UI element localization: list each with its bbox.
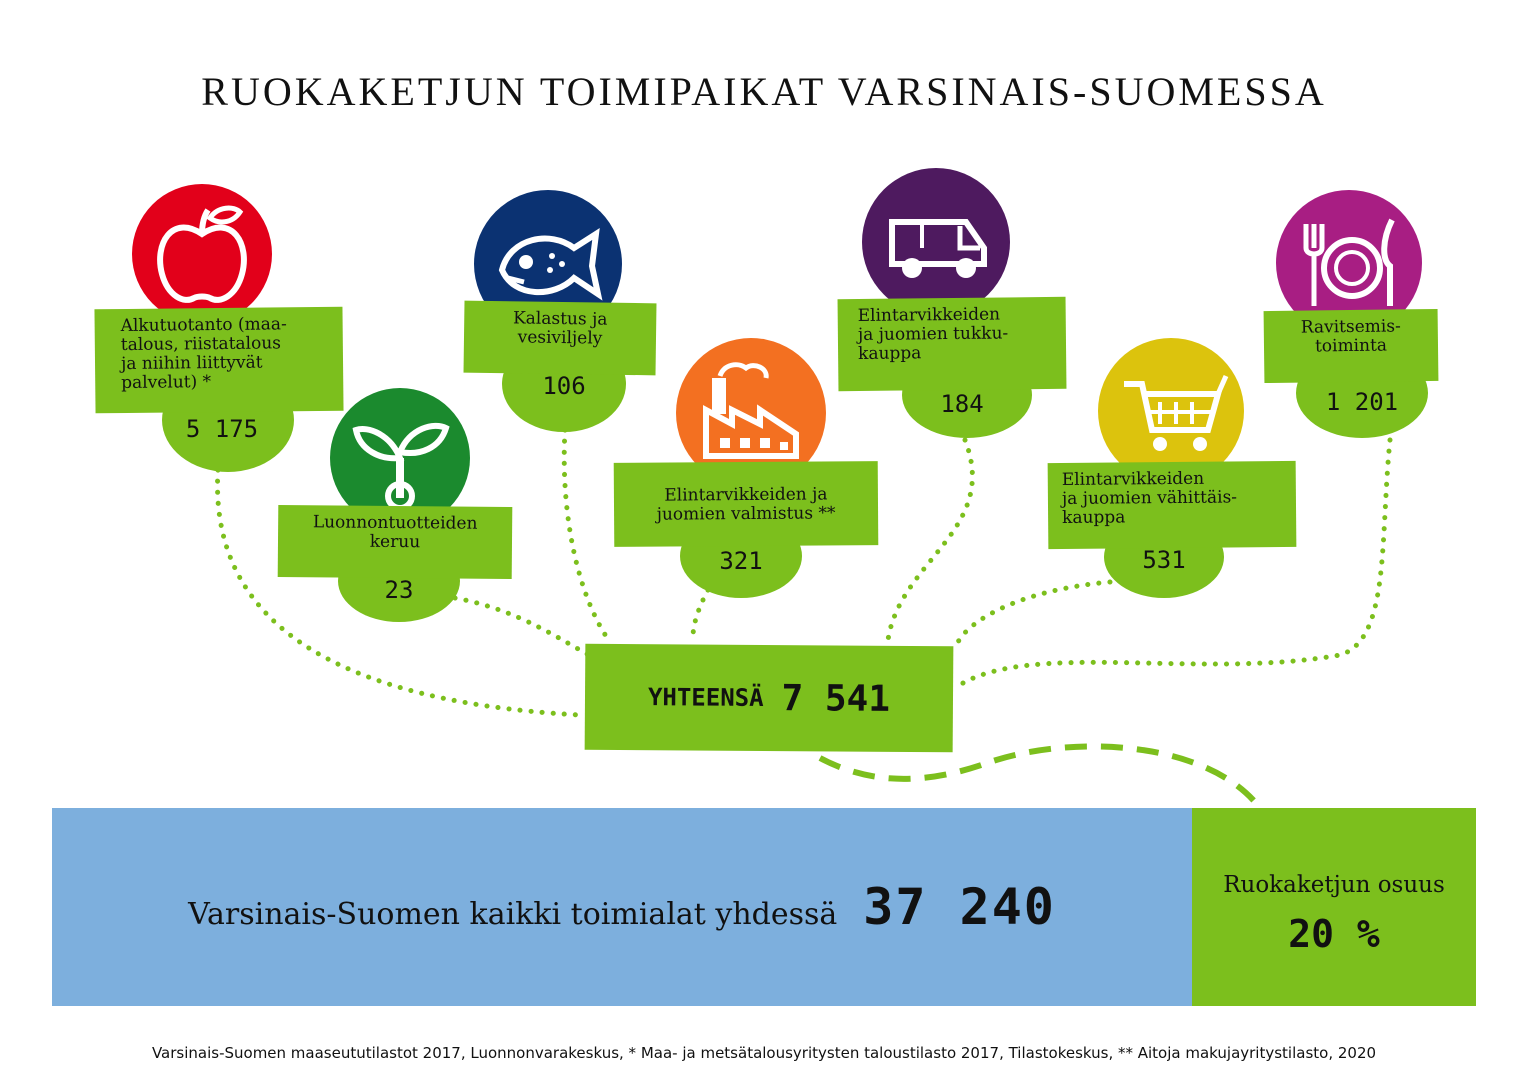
total-value: 7 541 bbox=[781, 677, 891, 720]
connector-valmistus bbox=[693, 590, 708, 635]
share-label: Ruokaketjun osuus bbox=[1223, 872, 1445, 898]
category-value-ravitsemis: 1 201 bbox=[1325, 388, 1399, 416]
category-value-tukku: 184 bbox=[940, 390, 984, 418]
category-label-keruu: Luonnontuotteiden keruu bbox=[278, 505, 513, 579]
connector-keruu bbox=[455, 598, 598, 660]
category-circle-tukku bbox=[862, 168, 1010, 316]
category-value-alkutuotanto: 5 175 bbox=[185, 415, 259, 443]
category-label-tukku: Elintarvikkeiden ja juomien tukku- kauppa bbox=[838, 297, 1067, 391]
share-bar bbox=[1192, 808, 1476, 1006]
all-industries-bar bbox=[52, 808, 1192, 1006]
page-title: RUOKAKETJUN TOIMIPAIKAT VARSINAIS-SUOMESSA bbox=[201, 69, 1327, 114]
category-value-keruu: 23 bbox=[384, 576, 414, 604]
category-circle-alkutuotanto bbox=[132, 184, 272, 324]
category-label-valmistus: Elintarvikkeiden ja juomien valmistus ** bbox=[614, 461, 879, 547]
category-label-alkutuotanto: Alkutuotanto (maa- talous, riistatalous ja niihin liittyvät palvelut) * bbox=[94, 307, 343, 414]
connector-kalastus bbox=[564, 430, 610, 642]
apple-icon bbox=[132, 184, 272, 324]
category-label-ravitsemis: Ravitsemis- toiminta bbox=[1264, 309, 1439, 383]
share-value: 20 % bbox=[1288, 912, 1380, 956]
category-label-kalastus: Kalastus ja vesiviljely bbox=[464, 301, 657, 376]
category-value-kalastus: 106 bbox=[542, 372, 586, 400]
category-value-vahittais: 531 bbox=[1142, 546, 1186, 574]
connector-vahittais bbox=[958, 582, 1110, 642]
connector-share bbox=[820, 746, 1255, 802]
van-icon bbox=[862, 168, 1010, 316]
category-value-valmistus: 321 bbox=[719, 547, 763, 575]
total-label: YHTEENSÄ bbox=[647, 683, 764, 712]
source-note: Varsinais-Suomen maaseututilastot 2017, Luonnonvarakeskus, * Maa- ja metsätalousyritysten taloustilasto 2017, Tilastokeskus, ** Aitoja makujayritystilasto, 2020 bbox=[151, 1044, 1377, 1062]
connector-tukku bbox=[888, 440, 972, 640]
all-industries-value: 37 240 bbox=[863, 878, 1056, 936]
category-label-vahittais: Elintarvikkeiden ja juomien vähittäis- kauppa bbox=[1048, 461, 1297, 549]
all-industries-label: Varsinais-Suomen kaikki toimialat yhdessä bbox=[188, 896, 838, 932]
total-box bbox=[585, 644, 954, 753]
